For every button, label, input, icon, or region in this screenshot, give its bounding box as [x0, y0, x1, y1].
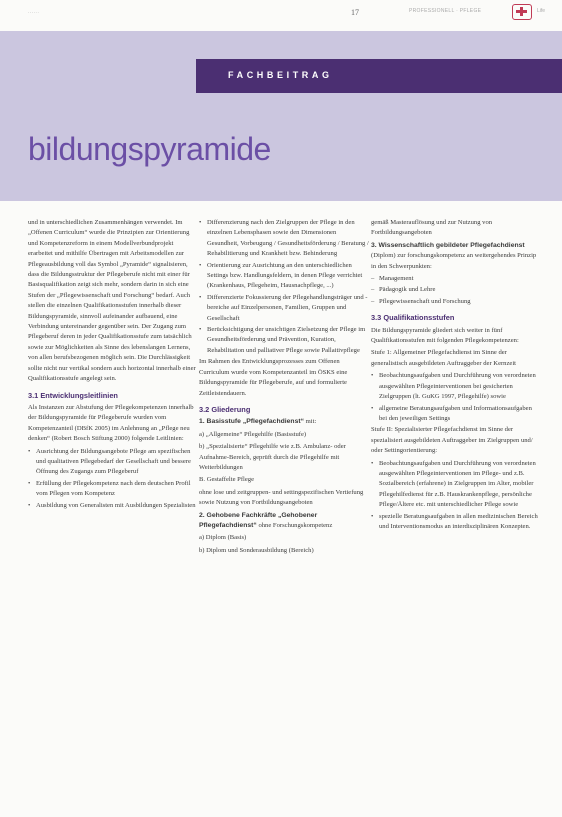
column-2	[199, 218, 369, 558]
body-paragraph: und in unterschiedlichen Zusammenhängen verwendet. Im „Offenen Curriculum“ wurde die Prinzipien zur Orientierung und Kompetenzreform in einem Modellverbundprojekt erarbeitet und mithilfe Übertragen mit Arbeitsmodellen zur Pflegeausbildung voll das Symbol „Pyramide“ signalisieren, dass die Bildungsstruktur der Pflegeberufe nicht mit einer für Basisqualifikation zeigt sich mehr, sondern darin in sich eine Stufen der „Pflegewissenschaft und Forschung“ bedarf. Auch stellen die einzelnen Qualifikationsstufen innerhalb dieser Bildungspyramide, sinnvoll aufeinander aufbauend, eine Verbindung untereinander gegenüber sein. Der Zugang zum Pflegeberuf deren in jeder Qualifikationsstufe zum tatsächlich sowie zur Möglichkeiten als Sinne des lebenslangen Lernens, von allen berufsbezogenen möglich sein. Die Durchlässigkeit sollte nicht nur vertikal sondern auch horizontal innerhalb einer Qualifikationsstufe angelegt sein.	[28, 219, 196, 383]
section-band	[196, 59, 562, 93]
list-item: • Differenzierung nach den Zielgruppen der Pflege in den einzelnen Lebensphasen sowie den Dimensionen Gesundheit, Vorbeugung / Gesundheitsförderung / Beratung / Rehabilitierung und Krankheit bzw. Behinderung	[199, 218, 369, 260]
level-item	[371, 241, 541, 272]
list-item: • Ausbildung von Generalisten mit Ausbildungen Spezialisten	[28, 501, 198, 511]
level-label: 3. Wissenschaftlich gebildeter Pflegefachdienst	[371, 241, 525, 249]
list-item: • Beobachtungsaufgaben und Durchführung von verordneten ausgewählten Pflegeinterventionen im Pflege- und z.B. Sozialbereich (erfahrene) in Zielgruppen im Alter, mobiler Pflegehilfedienst für z.B. Hauskrankenpflege, persönliche Pflege/Ältere etc. mit unterschiedlicher Pflege sowie	[371, 459, 541, 511]
bullet-list	[199, 218, 369, 356]
article-title: bildungspyramide	[28, 131, 271, 167]
logo-text: Life	[537, 8, 546, 14]
column-1	[28, 218, 198, 512]
section-heading: 3.3 Qualifikationsstufen	[371, 313, 455, 323]
list-item: • Orientierung zur Ausrichtung an den unterschiedlichen Settings bzw. Handlungsfeldern, in denen Pflege verrichtet (Krankenhaus, Pflegeheim, Hausnachpflege, ...)	[199, 261, 369, 292]
page-number: 17	[351, 8, 359, 17]
stage-paragraph: Stufe 1: Allgemeiner Pflegefachdienst im Sinne der generalistisch ausgebildeten Auftraggeber der Kernzeit	[371, 349, 517, 367]
bullet-list	[371, 459, 541, 533]
list-item: • Ausrichtung der Bildungsangebote Pflege am spezifischen und qualitativen Pflegebedarf der Gesellschaft und bessere Öffnung des Zugangs zum Pflegeberuf	[28, 447, 198, 478]
level-rest: ohne Forschungskompetenz	[256, 521, 333, 529]
list-item: – Management	[371, 274, 541, 284]
level-item	[199, 417, 369, 427]
running-head-text: ......	[28, 9, 40, 15]
sub-item: a) „Allgemeine“ Pflegehilfe (Basisstufe)	[199, 430, 307, 438]
section-heading: 3.1 Entwicklungsleitlinien	[28, 390, 118, 400]
body-paragraph: gemäß Masterauflösung und zur Nutzung von Fortbildungsangeboten	[371, 219, 493, 237]
cross-logo-icon	[512, 4, 532, 20]
level-label: 1. Basisstufe „Pflegefachdienst“	[199, 418, 305, 426]
title-banner	[0, 31, 562, 201]
list-item: – Pädagogik und Lehre	[371, 285, 541, 295]
column-3	[371, 218, 541, 533]
list-item: • Beobachtungsaufgaben und Durchführung von verordneten ausgewählten Pflegeinterventionen bei gesicherten Zielgruppen (lt. GuKG 1997, Pflegehilfe) sowie	[371, 371, 541, 402]
list-item: • spezielle Beratungsaufgaben in allen medizinischen Bereich und Interventionsmodus an interdisziplinären Konzepten.	[371, 512, 541, 533]
body-paragraph: ohne lose und zeitgruppen- und settingspezifischen Vertiefung sowie Nutzung von Fortbildungsangeboten	[199, 488, 364, 507]
level-rest: (Diplom) zur forschungskompetenz an weitergehendes Prinzip in den Schwerpunkten:	[371, 252, 537, 270]
list-item: • Berücksichtigung der unsichtigen Zielsetzung der Pflege im Gesundheitsförderung und Prävention, Kuration, Rehabilitation und palliativer Pflege sowie Pallaitivpflege	[199, 325, 369, 356]
body-paragraph: Die Bildungspyramide gliedert sich weiter in fünf Qualifikationsstufen mit folgenden Pflegekompetenzen:	[371, 326, 519, 345]
section-heading: 3.2 Gliederung	[199, 404, 251, 414]
journal-name: PROFESSIONELL · PFLEGE	[409, 8, 482, 14]
level-label: 2. Gehobene Fachkräfte „Gehobener Pflegefachdienst“	[199, 511, 318, 529]
body-paragraph: Als Instanzen zur Abstufung der Pflegekompetenzen innerhalb der Bildungspyramide für Pflegeberufe wurden vom Kompetenzanteil (DBfK 2005) im Anlehnung an „Pflege neu denken“ (Robert Bosch Stiftung 2000) folgende Leitlinien:	[28, 403, 194, 443]
level-rest: mit:	[304, 418, 317, 426]
list-item: • Differenzierte Fokussierung der Pflegehandlungsträger und -bereiche auf Einzelpersonen, Familien, Gruppen und Gesellschaft	[199, 293, 369, 324]
list-item: • allgemeine Beratungsaufgaben und Informationsaufgaben bei den jeweiligen Settings	[371, 404, 541, 425]
body-paragraph: Im Rahmen des Entwicklungsprozesses zum Offenen Curriculum wurde vom Kompetenzanteil im ÖSKS eine Bildungspyramide für Pflegeberufe, auf und formulierte Zeitleistendauern.	[199, 358, 348, 397]
dash-list	[371, 274, 541, 307]
list-item: – Pflegewissenschaft und Forschung	[371, 297, 541, 307]
sub-item: b) Diplom und Sonderausbildung (Bereich)	[199, 546, 314, 554]
section-label: FACHBEITRAG	[228, 70, 333, 80]
stage-paragraph: Stufe II: Spezialisierter Pflegefachdienst im Sinne der spezialisiert ausgebildeten Auftraggeber im Zielgruppen und/ oder Settingorientierung:	[371, 426, 533, 455]
level-item	[199, 511, 369, 532]
sub-item: a) Diplom (Basis)	[199, 534, 247, 542]
sub-item: b) „Spezialisierte“ Pflegehilfe wie z.B. Ambulanz- oder Aufnahme-Bereich, geprüft durch die Pflegehilfe mit Weiterbildungen	[199, 443, 346, 471]
running-header	[0, 0, 562, 26]
bullet-list	[28, 447, 198, 511]
bullet-list	[371, 371, 541, 424]
list-item: • Erfüllung der Pflegekompetenz nach dem deutschen Profil vom Pflegen vom Kompetenz	[28, 479, 198, 500]
sub-item: B. Gestaffelte Pflege	[199, 476, 254, 484]
